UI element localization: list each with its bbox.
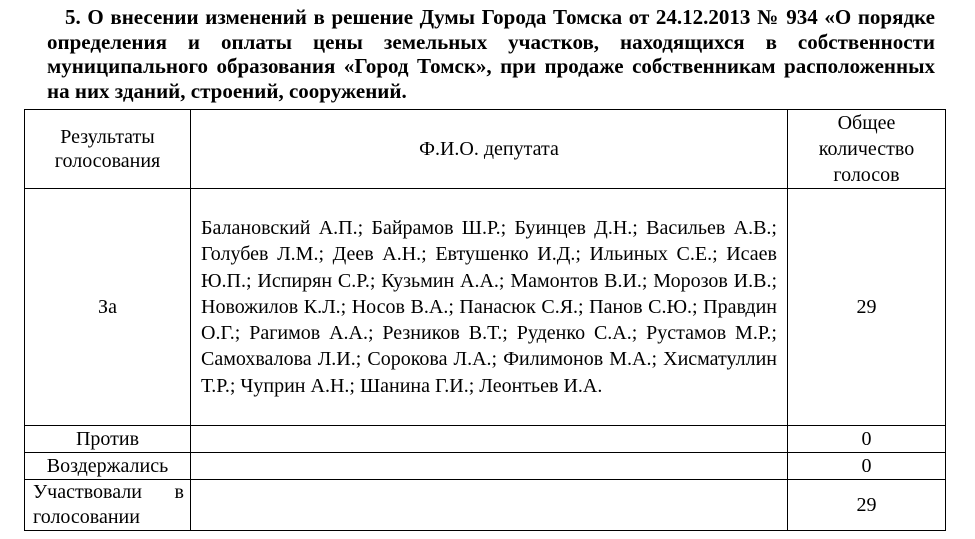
table-row [25,426,946,453]
header-voting-result: Результаты голосования [25,110,191,189]
table-header-row [25,110,946,189]
agenda-item-heading: 5. О внесении изменений в решение Думы Города Томска от 24.12.2013 № 934 «О порядке определения и оплаты цены земельных участков, находящихся в собственности муниципального образования «Город Томск», при продаже собственникам расположенных на них зданий, строений, сооружений. [47,5,935,103]
table-row [25,189,946,426]
table-row [25,453,946,480]
result-cell: За [25,189,191,426]
result-cell: Участвовали в голосовании [25,480,191,531]
table-row [25,480,946,531]
deputies-cell: Балановский А.П.; Байрамов Ш.Р.; Буинцев Д.Н.; Васильев А.В.; Голубев Л.М.; Деев А.Н.; Евтушенко И.Д.; Ильиных С.Е.; Исаев Ю.П.; Испирян С.Р.; Кузьмин А.А.; Мамонтов В.И.; Морозов И.В.; Новожилов К.Л.; Носов В.А.; Панасюк С.Я.; Панов С.Ю.; Правдин О.Г.; Рагимов А.А.; Резников В.Т.; Руденко С.А.; Рустамов М.Р.; Самохвалова Л.И.; Сорокова Л.А.; Филимонов М.А.; Хисматуллин Т.Р.; Чуприн А.Н.; Шанина Г.И.; Леонтьев И.А. [191,189,788,426]
total-cell: 29 [788,480,946,531]
total-cell: 29 [788,189,946,426]
header-deputy-name: Ф.И.О. депутата [191,110,788,189]
voting-results-table [24,109,946,531]
result-cell: Воздержались [25,453,191,480]
header-total-votes: Общее количество голосов [788,110,946,189]
deputies-cell [191,453,788,480]
result-cell: Против [25,426,191,453]
deputies-cell [191,426,788,453]
total-cell: 0 [788,453,946,480]
deputies-cell [191,480,788,531]
total-cell: 0 [788,426,946,453]
